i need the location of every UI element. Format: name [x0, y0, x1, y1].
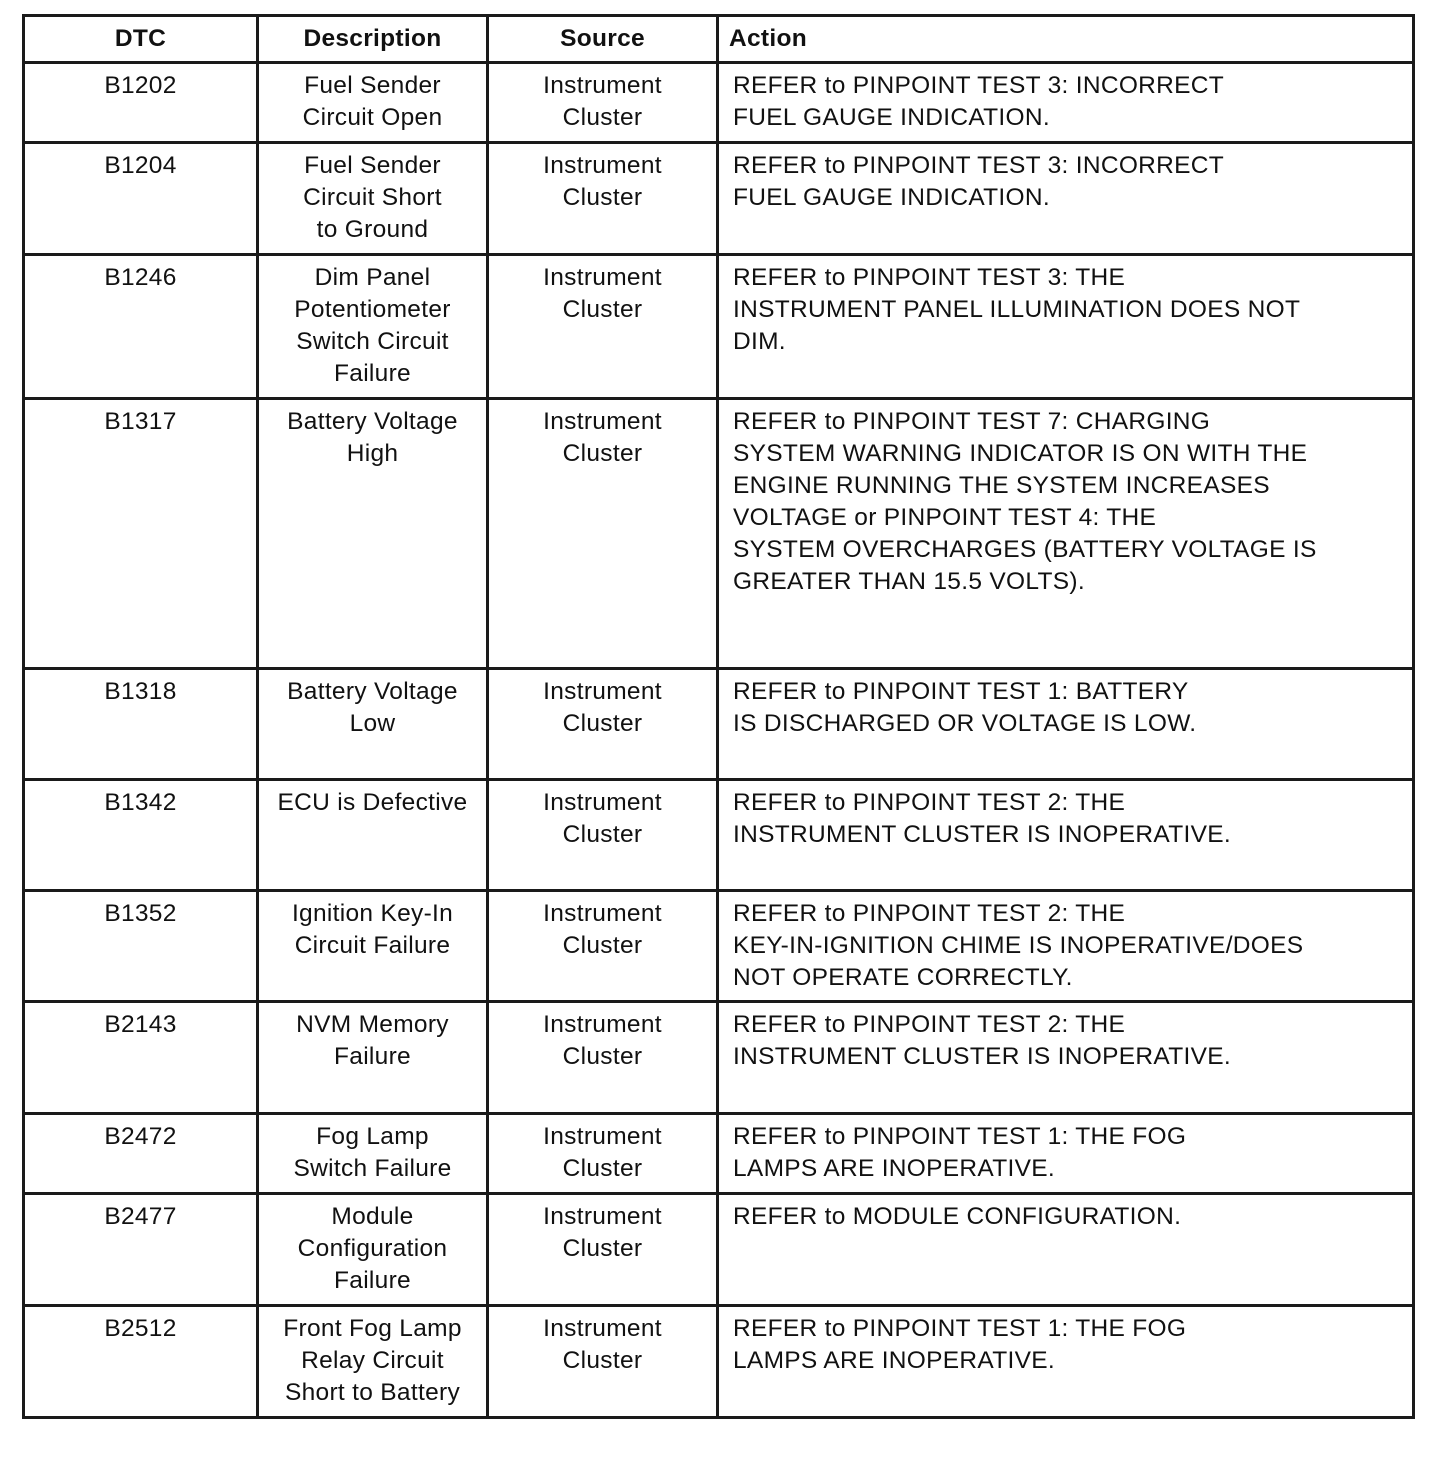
table-row [24, 1194, 1414, 1306]
cell-source-line: Cluster [562, 1347, 643, 1374]
cell-action-line: REFER to PINPOINT TEST 2: THE [733, 1011, 1126, 1038]
table-body [24, 63, 1414, 1418]
cell-description-line: Switch Failure [293, 1155, 452, 1182]
cell-dtc: B1342 [24, 780, 258, 891]
table-row [24, 780, 1414, 891]
table-row [24, 399, 1414, 669]
cell-action-line: DIM. [733, 328, 786, 355]
cell-source-line: Cluster [562, 440, 643, 467]
cell-dtc: B1202 [24, 63, 258, 143]
cell-description [258, 1194, 488, 1306]
cell-description-line: to Ground [316, 216, 429, 243]
cell-description-line: Configuration [297, 1235, 448, 1262]
cell-source-line: Instrument [543, 789, 662, 816]
cell-dtc: B1204 [24, 143, 258, 255]
cell-dtc: B1352 [24, 891, 258, 1002]
header-row [24, 16, 1414, 63]
cell-source-line: Cluster [562, 710, 643, 737]
cell-description-line: Fuel Sender [304, 72, 441, 99]
cell-action [718, 891, 1414, 1002]
cell-description-line: ECU is Defective [277, 789, 468, 816]
cell-description-line: Low [349, 710, 396, 737]
cell-source [488, 143, 718, 255]
table-row [24, 669, 1414, 780]
cell-description [258, 891, 488, 1002]
cell-description [258, 143, 488, 255]
cell-action-line: INSTRUMENT PANEL ILLUMINATION DOES NOT [733, 296, 1301, 323]
cell-source-line: Cluster [562, 1235, 643, 1262]
cell-dtc: B1317 [24, 399, 258, 669]
cell-source-line: Instrument [543, 1011, 662, 1038]
cell-action [718, 1114, 1414, 1194]
cell-action-line: LAMPS ARE INOPERATIVE. [733, 1155, 1056, 1182]
cell-action-line: FUEL GAUGE INDICATION. [733, 184, 1050, 211]
cell-action-line: GREATER THAN 15.5 VOLTS). [733, 568, 1085, 595]
cell-source [488, 669, 718, 780]
cell-description-line: Fog Lamp [316, 1123, 429, 1150]
cell-action [718, 255, 1414, 399]
cell-source-line: Instrument [543, 1123, 662, 1150]
cell-action-line: FUEL GAUGE INDICATION. [733, 104, 1050, 131]
cell-source [488, 1306, 718, 1418]
cell-action-line: REFER to PINPOINT TEST 3: THE [733, 264, 1126, 291]
cell-dtc: B2472 [24, 1114, 258, 1194]
cell-action-line: REFER to PINPOINT TEST 1: THE FOG [733, 1123, 1187, 1150]
table-row [24, 63, 1414, 143]
header-description: Description [258, 16, 488, 63]
cell-description-line: Battery Voltage [287, 408, 458, 435]
cell-action-line: LAMPS ARE INOPERATIVE. [733, 1347, 1056, 1374]
cell-description-line: Potentiometer [294, 296, 451, 323]
cell-source-line: Instrument [543, 1315, 662, 1342]
cell-dtc: B2143 [24, 1002, 258, 1114]
cell-action-line: NOT OPERATE CORRECTLY. [733, 964, 1073, 991]
cell-action-line: VOLTAGE or PINPOINT TEST 4: THE [733, 504, 1157, 531]
cell-source-line: Cluster [562, 296, 643, 323]
cell-description-line: Failure [334, 360, 411, 387]
cell-description-line: Switch Circuit [296, 328, 449, 355]
cell-action-line: ENGINE RUNNING THE SYSTEM INCREASES [733, 472, 1270, 499]
table-row [24, 1002, 1414, 1114]
cell-source-line: Instrument [543, 408, 662, 435]
cell-description-line: Short to Battery [284, 1379, 461, 1406]
cell-source-line: Instrument [543, 264, 662, 291]
cell-action [718, 780, 1414, 891]
cell-source-line: Cluster [562, 932, 643, 959]
cell-action-line: REFER to PINPOINT TEST 1: BATTERY [733, 678, 1189, 705]
cell-description [258, 63, 488, 143]
cell-action [718, 143, 1414, 255]
cell-source-line: Instrument [543, 1203, 662, 1230]
cell-action-line: INSTRUMENT CLUSTER IS INOPERATIVE. [733, 821, 1231, 848]
cell-source [488, 780, 718, 891]
cell-action-line: REFER to MODULE CONFIGURATION. [733, 1203, 1182, 1230]
cell-action [718, 1194, 1414, 1306]
cell-source [488, 1002, 718, 1114]
cell-action-line: REFER to PINPOINT TEST 3: INCORRECT [733, 72, 1225, 99]
cell-action [718, 63, 1414, 143]
table-row [24, 1114, 1414, 1194]
cell-source [488, 399, 718, 669]
cell-source-line: Instrument [543, 152, 662, 179]
table-row [24, 255, 1414, 399]
cell-description-line: Module [331, 1203, 414, 1230]
cell-action [718, 669, 1414, 780]
cell-description-line: Circuit Short [303, 184, 442, 211]
cell-action-line: REFER to PINPOINT TEST 7: CHARGING [733, 408, 1211, 435]
cell-description [258, 399, 488, 669]
cell-description-line: Battery Voltage [287, 678, 458, 705]
cell-source-line: Instrument [543, 900, 662, 927]
cell-description [258, 780, 488, 891]
cell-source-line: Cluster [562, 104, 643, 131]
cell-source-line: Cluster [562, 821, 643, 848]
cell-source-line: Instrument [543, 678, 662, 705]
cell-description-line: Fuel Sender [304, 152, 441, 179]
cell-action [718, 1306, 1414, 1418]
cell-action-line: SYSTEM WARNING INDICATOR IS ON WITH THE [733, 440, 1308, 467]
cell-description-line: Circuit Open [302, 104, 443, 131]
cell-dtc: B1246 [24, 255, 258, 399]
cell-dtc: B2477 [24, 1194, 258, 1306]
cell-description-line: Front Fog Lamp [283, 1315, 462, 1342]
cell-action-line: SYSTEM OVERCHARGES (BATTERY VOLTAGE IS [733, 536, 1317, 563]
cell-dtc: B2512 [24, 1306, 258, 1418]
cell-action-line: INSTRUMENT CLUSTER IS INOPERATIVE. [733, 1043, 1231, 1070]
cell-action-line: KEY-IN-IGNITION CHIME IS INOPERATIVE/DOES [733, 932, 1304, 959]
table-row [24, 1306, 1414, 1418]
cell-source [488, 1194, 718, 1306]
cell-source-line: Cluster [562, 184, 643, 211]
cell-description-line: Dim Panel [314, 264, 431, 291]
cell-description-line: High [346, 440, 399, 467]
cell-source-line: Instrument [543, 72, 662, 99]
cell-description [258, 1306, 488, 1418]
cell-description-line: NVM Memory [296, 1011, 449, 1038]
cell-action-line: REFER to PINPOINT TEST 2: THE [733, 789, 1126, 816]
cell-description [258, 1114, 488, 1194]
cell-action-line: REFER to PINPOINT TEST 1: THE FOG [733, 1315, 1187, 1342]
cell-description-line: Circuit Failure [294, 932, 451, 959]
cell-dtc: B1318 [24, 669, 258, 780]
cell-action-line: REFER to PINPOINT TEST 3: INCORRECT [733, 152, 1225, 179]
cell-action-line: IS DISCHARGED OR VOLTAGE IS LOW. [733, 710, 1197, 737]
cell-description [258, 1002, 488, 1114]
cell-description [258, 669, 488, 780]
cell-source [488, 255, 718, 399]
table-row [24, 143, 1414, 255]
header-source: Source [488, 16, 718, 63]
cell-source-line: Cluster [562, 1043, 643, 1070]
cell-description-line: Ignition Key-In [291, 900, 454, 927]
cell-source [488, 63, 718, 143]
cell-description-line: Relay Circuit [301, 1347, 444, 1374]
header-action: Action [718, 16, 1414, 63]
cell-action [718, 1002, 1414, 1114]
cell-action-line: REFER to PINPOINT TEST 2: THE [733, 900, 1126, 927]
dtc-table [22, 14, 1415, 1419]
cell-description-line: Failure [334, 1267, 411, 1294]
header-dtc: DTC [24, 16, 258, 63]
cell-source-line: Cluster [562, 1155, 643, 1182]
cell-description-line: Failure [334, 1043, 411, 1070]
cell-description [258, 255, 488, 399]
cell-action [718, 399, 1414, 669]
cell-source [488, 1114, 718, 1194]
cell-source [488, 891, 718, 1002]
table-row [24, 891, 1414, 1002]
